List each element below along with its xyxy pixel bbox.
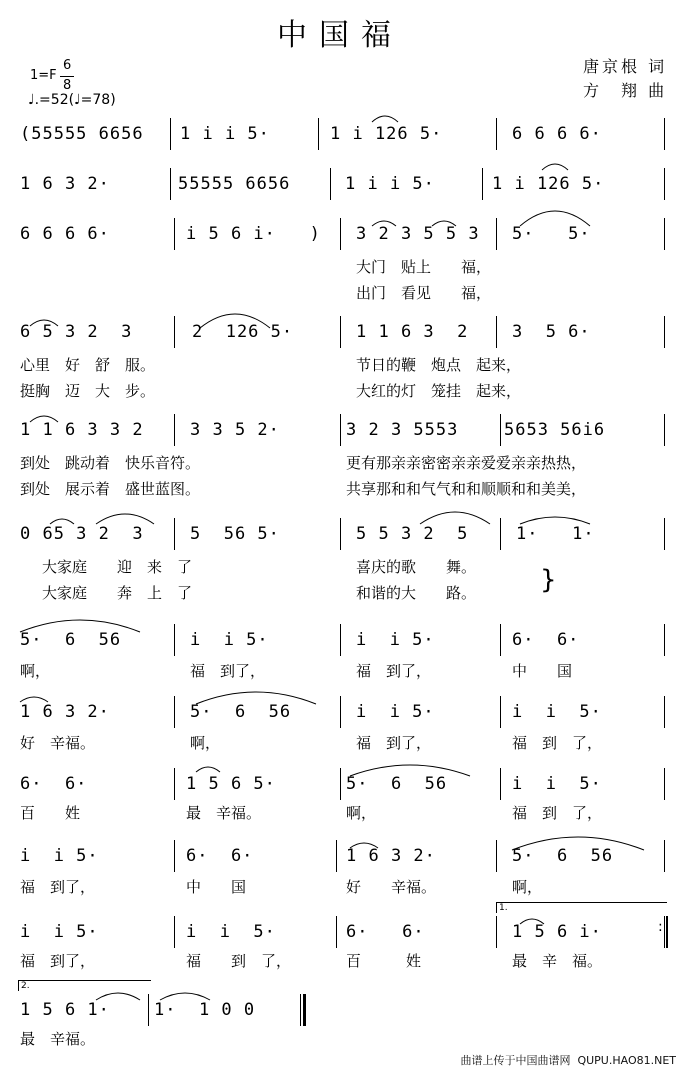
measure: i i 5·	[512, 702, 602, 722]
lyric-line: 大门 贴上 福，	[356, 258, 492, 276]
measure: i i 5·	[512, 774, 602, 794]
staff-row-1	[0, 118, 680, 150]
measure: 1 5 6 1·	[20, 1000, 110, 1020]
measure: 3 3 5 2·	[190, 420, 280, 440]
staff-row-4	[0, 316, 680, 348]
lyric-line: 百 姓	[346, 952, 422, 970]
measure: i i 5·	[20, 846, 99, 866]
lyric-line: 到处 展示着 盛世蓝图。	[20, 480, 201, 498]
measure: i 5 6 i· )	[186, 224, 321, 244]
song-title: 中国福	[277, 18, 403, 53]
lyric-line: 喜庆的歌 舞。	[356, 558, 477, 576]
lyric-line: 心里 好 舒 服。	[20, 356, 156, 374]
time-denominator: 8	[63, 78, 72, 93]
measure: i i 5·	[356, 702, 435, 722]
staff-row-7	[0, 624, 680, 656]
lyric-line: 好 辛福。	[20, 734, 96, 752]
measure: 3 2 3 5 5 3	[356, 224, 480, 244]
lyric-line: 啊，	[20, 662, 51, 680]
measure: i i 5·	[190, 630, 269, 650]
lyric-line: 福 到了，	[356, 734, 432, 752]
measure: 1 5 6 5·	[186, 774, 276, 794]
measure: 5 56 5·	[190, 524, 280, 544]
measure: 1· 1 0 0	[154, 1000, 256, 1020]
lyric-line: 大红的灯 笼挂 起来，	[356, 382, 522, 400]
lyric-line: 福 到了，	[190, 662, 266, 680]
lyric-line: 共享那和和气气和和顺顺和和美美，	[346, 480, 587, 498]
lyric-line: 福 到 了，	[512, 734, 603, 752]
lyric-line: 出门 看见 福，	[356, 284, 492, 302]
composer-credit: 方 翔 曲	[583, 81, 668, 100]
measure: 5653 56i6	[504, 420, 606, 440]
measure: 1 6 3 2·	[20, 702, 110, 722]
key-signature: 1=F	[30, 68, 57, 83]
measure: 6· 6·	[346, 922, 425, 942]
measure: 5· 6 56	[512, 846, 614, 866]
measure: 1 i 126 5·	[492, 174, 605, 194]
staff-row-5	[0, 414, 680, 446]
lyric-line: 福 到 了，	[186, 952, 292, 970]
measure: 1· 1·	[516, 524, 595, 544]
measure: 5· 6 56	[346, 774, 448, 794]
lyric-line: 到处 跳动着 快乐音符。	[20, 454, 201, 472]
lyric-line: 中 国	[512, 662, 573, 680]
tempo-mark: ♩.=52(♩=78)	[28, 92, 116, 108]
measure: 0 65 3 2 3	[20, 524, 144, 544]
measure: 1 i i 5·	[345, 174, 435, 194]
measure: 1 1 6 3 2	[356, 322, 469, 342]
lyric-line: 节日的鞭 炮点 起来，	[356, 356, 522, 374]
lyric-line: 大家庭 迎 来 了	[42, 558, 193, 576]
measure: 1 6 3 2·	[20, 174, 110, 194]
lyric-line: 最 辛 福。	[512, 952, 603, 970]
lyric-line: 中 国	[186, 878, 247, 896]
measure: 3 5 6·	[512, 322, 591, 342]
lyric-line: 啊，	[346, 804, 377, 822]
measure: 5· 6 56	[20, 630, 122, 650]
lyric-line: 福 到了，	[20, 952, 96, 970]
footer-watermark: 曲谱上传于中国曲谱网 QUPU.HAO81.NET	[460, 1054, 676, 1067]
lyric-line: 最 辛福。	[20, 1030, 96, 1048]
staff-row-6	[0, 518, 680, 550]
lyric-line: 最 辛福。	[186, 804, 262, 822]
lyric-line: 大家庭 奔 上 了	[42, 584, 193, 602]
repeat-dots: :	[658, 919, 663, 935]
lyric-line: 更有那亲亲密密亲亲爱爱亲亲热热，	[346, 454, 587, 472]
staff-row-11	[0, 916, 680, 948]
lyric-line: 福 到了，	[20, 878, 96, 896]
measure: 55555 6656	[178, 174, 291, 194]
measure: 6· 6·	[186, 846, 254, 866]
measure: 2 126 5·	[192, 322, 294, 342]
staff-row-3	[0, 218, 680, 250]
measure: 5· 6 56	[190, 702, 292, 722]
lyricist-credit: 唐京根 词	[583, 57, 668, 76]
lyric-line: 福 到 了，	[512, 804, 603, 822]
lyric-line: 百 姓	[20, 804, 81, 822]
measure: 5 5 3 2 5	[356, 524, 469, 544]
measure: 1 i 126 5·	[330, 124, 443, 144]
measure: 1 5 6 i·	[512, 922, 602, 942]
lyric-line: 福 到了，	[356, 662, 432, 680]
lyric-brace: }	[540, 565, 557, 595]
time-fraction-line	[60, 76, 74, 77]
staff-row-2	[0, 168, 680, 200]
measure: 5· 5·	[512, 224, 591, 244]
time-numerator: 6	[63, 58, 72, 73]
lyric-line: 啊，	[190, 734, 221, 752]
lyric-line: 啊，	[512, 878, 543, 896]
lyric-line: 挺胸 迈 大 步。	[20, 382, 156, 400]
measure: 6 5 3 2 3	[20, 322, 133, 342]
staff-row-8	[0, 696, 680, 728]
measure: 1 i i 5·	[180, 124, 270, 144]
staff-row-9	[0, 768, 680, 800]
measure: i i 5·	[356, 630, 435, 650]
lyric-line: 好 辛福。	[346, 878, 437, 896]
measure: i i 5·	[20, 922, 99, 942]
measure: (55555 6656	[20, 124, 144, 144]
measure: i i 5·	[186, 922, 276, 942]
measure: 6 6 6 6·	[20, 224, 110, 244]
measure: 3 2 3 5553	[346, 420, 459, 440]
measure: 1 1 6 3 3 2	[20, 420, 144, 440]
staff-row-10	[0, 840, 680, 872]
measure: 1 6 3 2·	[346, 846, 436, 866]
staff-row-12	[0, 994, 680, 1026]
first-ending-bracket: 1.	[496, 902, 667, 913]
second-ending-bracket: 2.	[18, 980, 151, 991]
lyric-line: 和谐的大 路。	[356, 584, 477, 602]
measure: 6 6 6 6·	[512, 124, 602, 144]
measure: 6· 6·	[20, 774, 88, 794]
measure: 6· 6·	[512, 630, 580, 650]
